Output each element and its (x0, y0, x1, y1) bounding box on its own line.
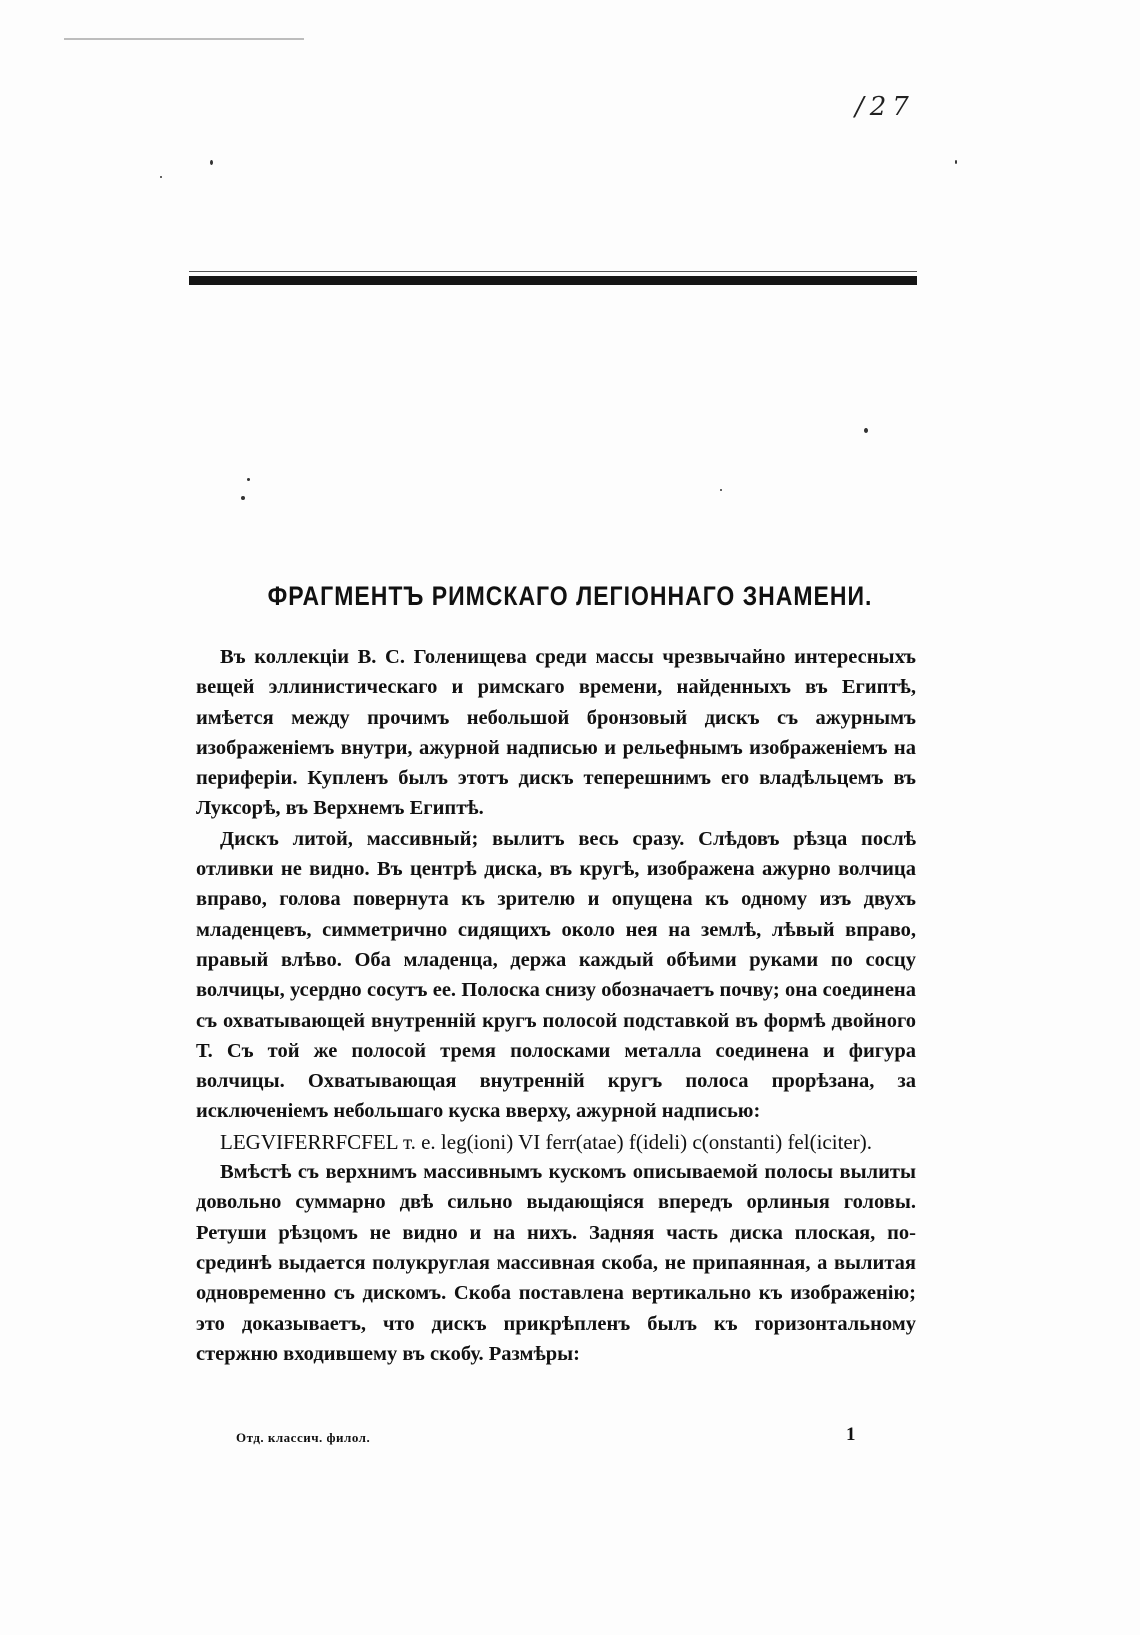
article-title: ФРАГМЕНТЪ РИМСКАГО ЛЕГІОННАГО ЗНАМЕНИ. (267, 580, 873, 611)
footer-page-number: 1 (846, 1424, 856, 1445)
footer-journal-section: Отд. классич. филол. (236, 1430, 371, 1445)
scan-speck (160, 176, 162, 178)
scan-speck (864, 428, 868, 433)
paragraph-2: Дискъ литой, массивный; вылитъ весь сразу. Слѣдовъ рѣзца послѣ отливки не видно. Въ центрѣ диска, въ кругѣ, изображена ажурно волчица вправо, голова повернута къ зрителю и опущена къ одному изъ двухъ младенцевъ, симметрично сидящихъ около нея на землѣ, лѣвый вправо, правый влѣво. Оба младенца, держа каждый обѣими руками по сосцу волчицы, усердно сосутъ ее. Полоска снизу обозначаетъ почву; она соединена съ охватывающей внутренній кругъ полосой подставкой въ формѣ двойного Т. Съ той же полосой тремя полосками металла соединена и фигура волчицы. Охватывающая внутренній кругъ полоса прорѣзана, за исключеніемъ небольшаго куска вверху, ажурной надписью: (196, 827, 916, 1123)
paragraph-1: Въ коллекціи В. С. Голенищева среди массы чрезвычайно интересныхъ вещей эллинистическаго и римскаго времени, найденныхъ въ Египтѣ, имѣется между прочимъ небольшой бронзовый дискъ съ ажурнымъ изображеніемъ внутри, ажурной надписью и рельефнымъ изображеніемъ на периферіи. Купленъ былъ этотъ дискъ теперешнимъ его владѣльцемъ въ Луксорѣ, въ Верхнемъ Египтѣ. (196, 646, 916, 820)
article-body (196, 642, 916, 1369)
inscription-line: LEGVIFERRFCFEL т. е. leg(ioni) VI ferr(atae) f(ideli) c(onstanti) fel(iciter). (220, 1129, 872, 1154)
scan-speck (247, 478, 250, 481)
header-rule-thin (189, 271, 917, 272)
scan-edge-line (64, 38, 304, 40)
header-rule (189, 276, 917, 285)
paragraph-3: Вмѣстѣ съ верхнимъ массивнымъ кускомъ описываемой полосы вылиты довольно суммарно двѣ сильно выдающіяся впередъ орлиныя головы. Ретуши рѣзцомъ не видно и на нихъ. Задняя часть диска плоская, по-срединѣ выдается полукруглая массивная скоба, не припаянная, а вылитая одновременно съ дискомъ. Скоба поставлена вертикально къ изображенію; это доказываетъ, что дискъ прикрѣпленъ былъ къ горизонтальному стержню входившему въ скобу. Размѣры: (196, 1161, 916, 1365)
scan-speck (955, 160, 957, 164)
scan-speck (210, 160, 213, 165)
scan-speck (241, 496, 245, 500)
handwritten-page-number: /27 (855, 92, 915, 122)
scan-speck (720, 489, 722, 491)
